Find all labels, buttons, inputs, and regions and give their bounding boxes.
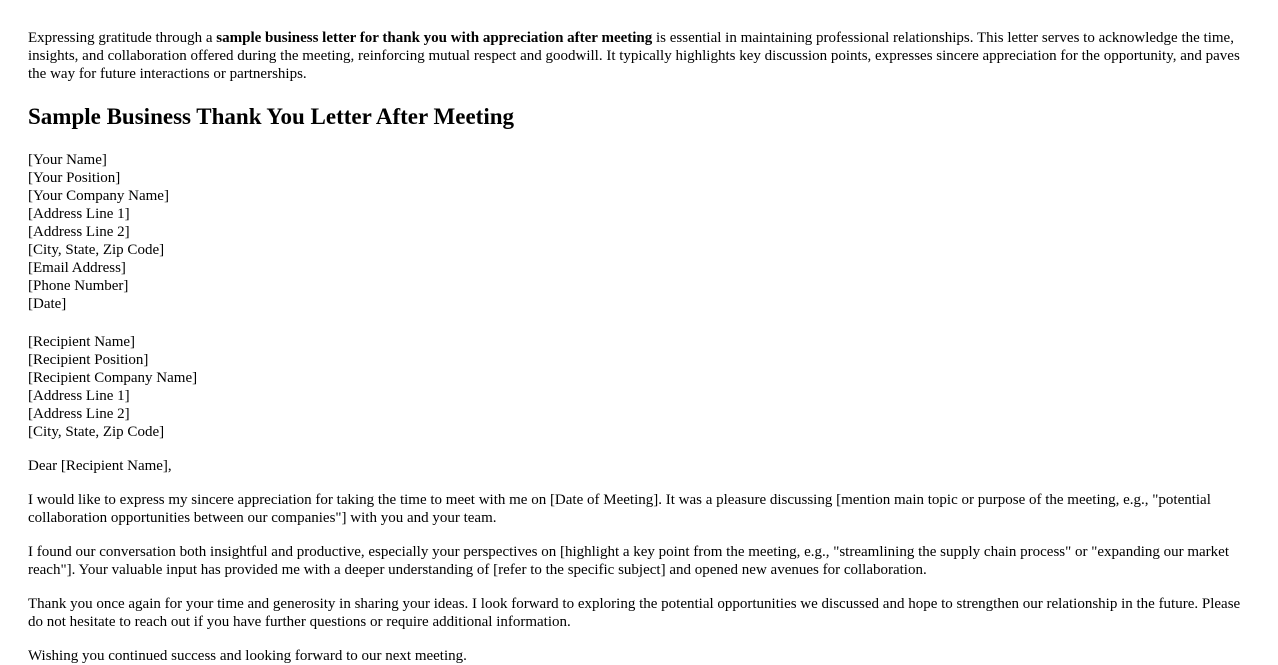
- recipient-address-line-1: [Address Line 1]: [28, 388, 130, 404]
- recipient-name: [Recipient Name]: [28, 334, 136, 350]
- intro-text-after: is essential in maintaining professional relationships. This letter serves to acknowledge the time, insights, and collaboration offered during the meeting, reinforcing mutual respect and goodwill. It typically highlights key discussion points, expresses sincere appreciation for the opportunity, and paves the way for future interactions or partnerships.: [28, 30, 1240, 82]
- salutation: Dear [Recipient Name],: [28, 458, 172, 474]
- closing-paragraph: Wishing you continued success and looking forward to our next meeting.: [28, 648, 467, 664]
- recipient-position: [Recipient Position]: [28, 352, 149, 368]
- recipient-address-line-2: [Address Line 2]: [28, 406, 130, 422]
- sender-city-state-zip: [City, State, Zip Code]: [28, 242, 165, 258]
- body-paragraph: I found our conversation both insightful and productive, especially your perspectives on [highlight a key point from the meeting, e.g., "streamlining the supply chain process" or "expanding our market reach"]. Your valuable input has provided me with a deeper understanding of [refer to the specific subject] and opened new avenues for collaboration.: [28, 544, 1229, 578]
- sender-position: [Your Position]: [28, 170, 121, 186]
- sender-address-block: [28, 151, 1250, 313]
- intro-text-before: Expressing gratitude through a: [28, 30, 217, 46]
- letter-date: [Date]: [28, 296, 67, 312]
- body-paragraph: Thank you once again for your time and generosity in sharing your ideas. I look forward to exploring the potential opportunities we discussed and hope to strengthen our relationship in the future. Please do not hesitate to reach out if you have further questions or require additional information.: [28, 596, 1241, 630]
- sender-address-line-2: [Address Line 2]: [28, 224, 130, 240]
- sender-company: [Your Company Name]: [28, 188, 169, 204]
- page-title: Sample Business Thank You Letter After Meeting: [28, 104, 515, 129]
- recipient-company: [Recipient Company Name]: [28, 370, 198, 386]
- body-paragraph: I would like to express my sincere appreciation for taking the time to meet with me on [Date of Meeting]. It was a pleasure discussing [mention main topic or purpose of the meeting, e.g., "potential collaboration opportunities between our companies"] with you and your team.: [28, 492, 1211, 526]
- sender-phone: [Phone Number]: [28, 278, 129, 294]
- sender-name: [Your Name]: [28, 152, 107, 168]
- sender-email: [Email Address]: [28, 260, 126, 276]
- recipient-address-block: [28, 333, 1250, 441]
- intro-paragraph: [28, 29, 1250, 83]
- sender-address-line-1: [Address Line 1]: [28, 206, 130, 222]
- intro-bold-phrase: sample business letter for thank you with appreciation after meeting: [216, 30, 653, 46]
- recipient-city-state-zip: [City, State, Zip Code]: [28, 424, 165, 440]
